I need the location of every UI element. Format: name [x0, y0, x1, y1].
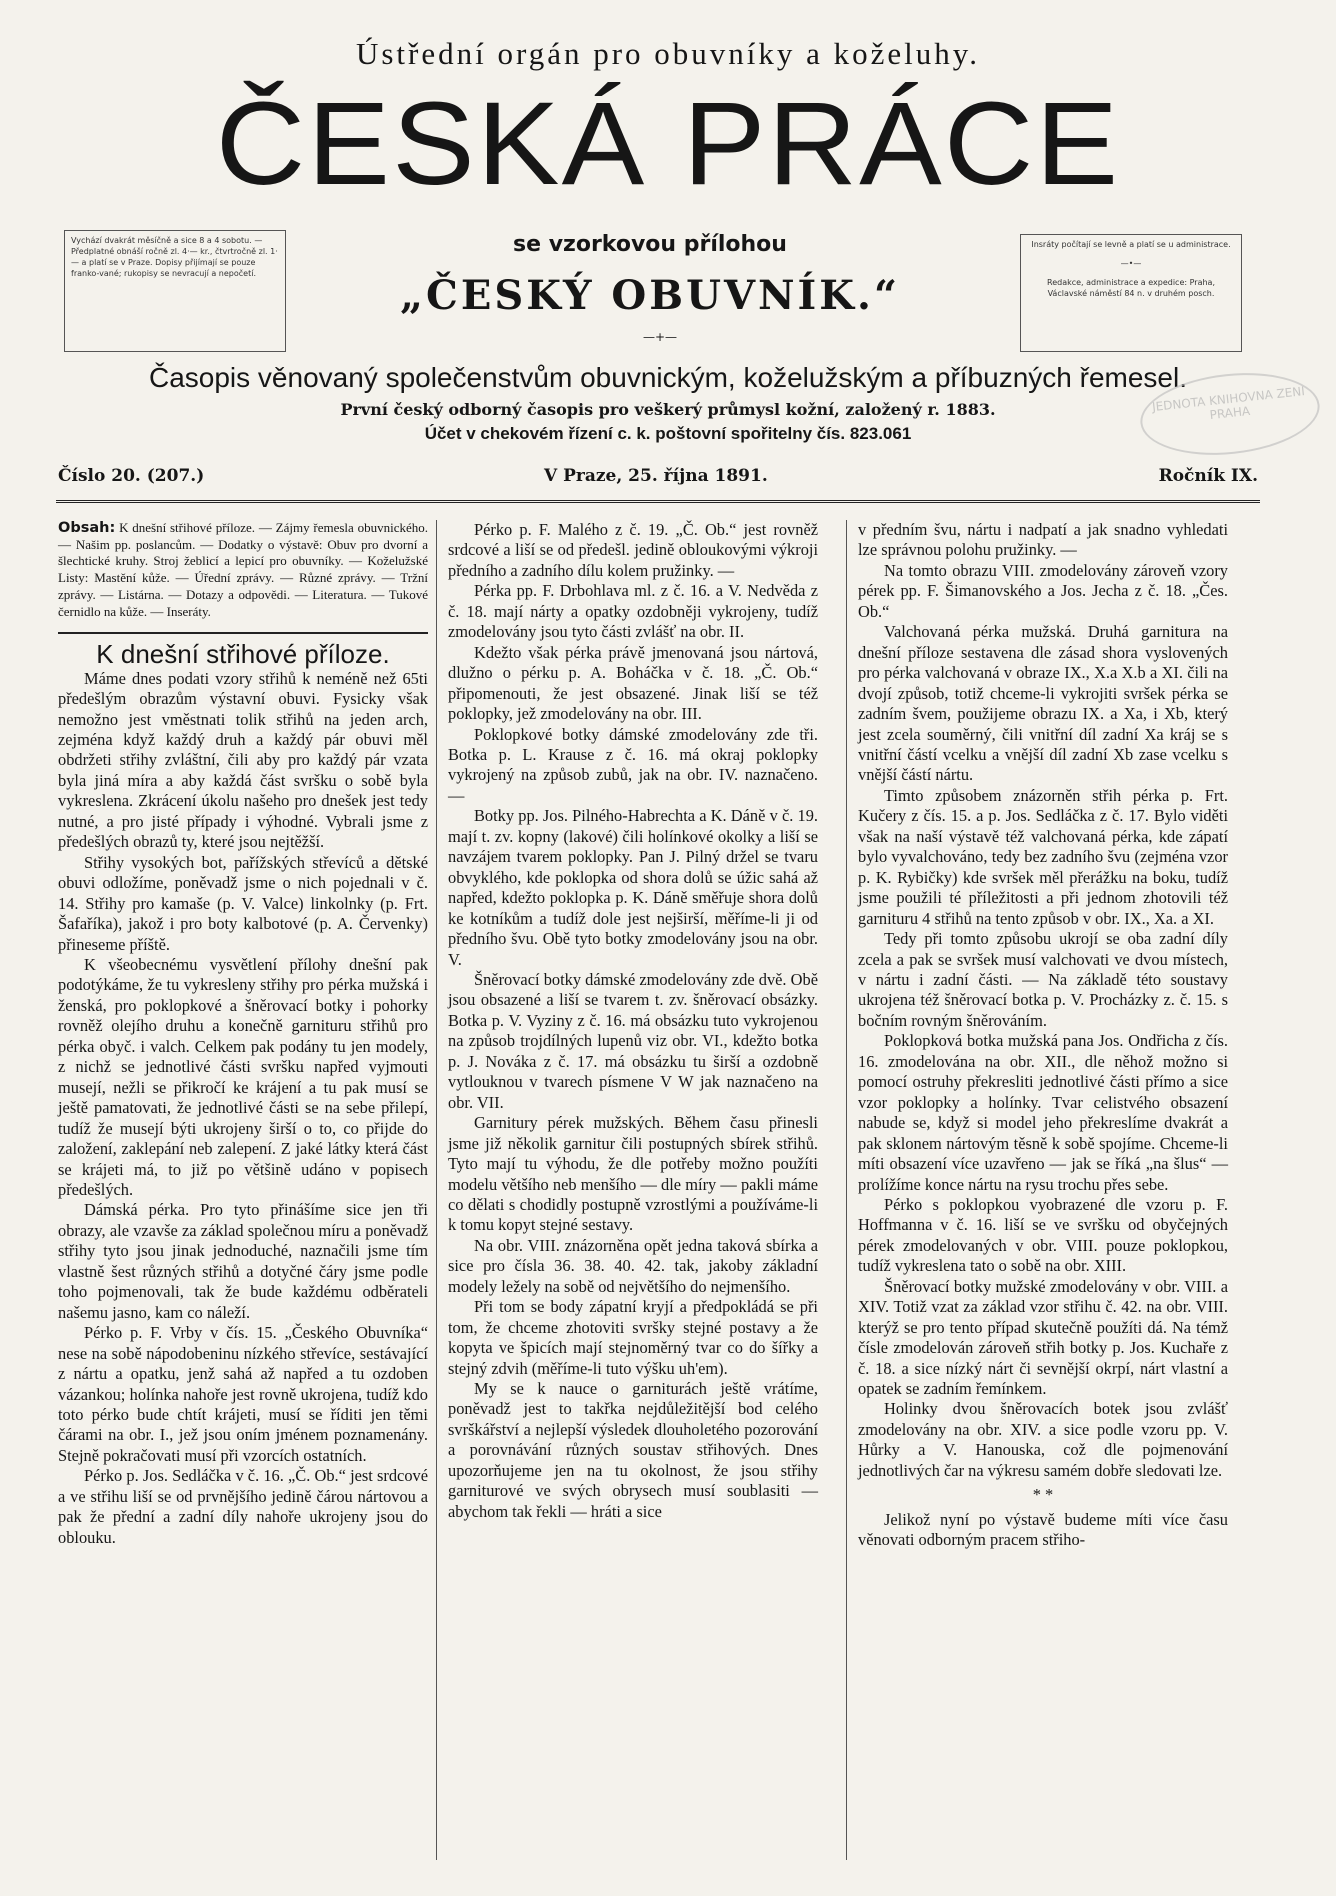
paragraph: Valchovaná pérka mužská. Druhá garnitura na dnešní příloze sestavena dle zásad shora vyslovených pro pérka valchovaná v obraze IX., X.a X.b a XI. čili na dvojí způsob, totiž chceme-li vykrojiti svršek pérka se zadním švem, použijeme obrazu IX. a Xa, i Xb, který jest zcela souměrný, čili vnitřní díl zadní Xa kráj se s vnitřní částí vcelku a vnější díl zadní Xb zase vcelku s vnější částí nártu. [858, 622, 1228, 785]
column-1 [58, 520, 428, 1548]
paragraph: Poklopková botka mužská pana Jos. Ondřicha z čís. 16. zmodelována na obr. XII., dle něhož možno si pomocí ostruhy překresliti jednotlivé části přímo a sice vzor poklopky a holínky. Tvar celistvého obsazení nabude se, když si model jeho překreslíme dvakrát a pak sklonem nártovým těsně k sobě spojíme. Chceme-li míti obsazení více uzavřeno — jak se říká „na šlus“ — prolížíme konce nártu na rysu trochu přes sebe. [858, 1031, 1228, 1194]
supplement-line: se vzorkovou přílohou [513, 232, 787, 257]
paragraph: Pérko p. F. Malého z č. 19. „Č. Ob.“ jest rovněž srdcové a liší se od předešl. jedině obloukovými výkroji předního a zadního dílu kolem pružinky. — [448, 520, 818, 580]
paragraph: Dámská pérka. Pro tyto přinášíme sice jen tři obrazy, ale vzavše za základ společnou míru a poněvadž střihy tyto jsou jinak jednoduché, naznačili jsme tím vlastně šest různých střihů a dotyčné čáry jsme podle toho pojmenovali, tak že bude každému odběrateli našemu jasno, kam co náleží. [58, 1200, 428, 1322]
library-stamp: JEDNOTA KNIHOVNA ZENI PRAHA [1136, 365, 1323, 463]
paragraph: K všeobecnému vysvětlení přílohy dnešní pak podotýkáme, že tu vykresleny střihy pro pérka mužská i ženská, pro poklopkové a šněrovací botky i pohorky rovněž olejího druhu a konečně garnituru střihů pro pérka obyč. i valch. Celkem pak podány tu jen modely, z nichž se jednotlivé části svršku napřed vyjmouti musejí, nežli se přikročí ke krájení a tu pak musí se ještě pamatovati, že jednotlivé části se na sebe přilepí, tudíž že musejí býti ukrojeny širší o to, co přijde do založení, zaklepání neb zalepení. Z jaké látky která část se krájeti má, to již po většině udáno v popisech předešlých. [58, 955, 428, 1199]
ornament: —+— [642, 330, 678, 344]
issue-volume: Ročník IX. [1158, 466, 1258, 486]
paragraph: Jelikož nyní po výstavě budeme míti více času věnovati odborným pracem střiho- [858, 1509, 1228, 1550]
section-rule [58, 632, 428, 634]
issue-number: Číslo 20. (207.) [58, 466, 205, 486]
paragraph: Šněrovací botky dámské zmodelovány zde dvě. Obě jsou obsazené a liší se tvarem t. zv. šněrovací obsázky. Botka p. V. Vyziny z č. 16. má obsázku tuto vykrojenou na způsob trojdílných lupenů viz obr. VI., kdežto botka p. J. Nováka z č. 17. má obsázku tu širší a ozdobně vytlouknou v tvarech písmene V W jak naznačeno na obr. VII. [448, 969, 818, 1112]
administration-info-box: Insráty počítají se levně a platí se u administrace. —•— Redakce, administrace a expedice: Praha, Václavské náměstí 84 n. v druhém posch. [1020, 234, 1242, 352]
header-rule [56, 500, 1260, 503]
paragraph: Pérko s poklopkou vyobrazené dle vzoru p. F. Hoffmanna v č. 16. liší se ve svršku od obyčejných pérek zmodelovaných v obr. VIII. pouze poklopkou, tudíž vykreslena tato o sobě na obr. XIII. [858, 1194, 1228, 1276]
paragraph: Holinky dvou šněrovacích botek jsou zvlášť zmodelovány na obr. XIV. a sice podle vzoru pp. V. Hůrky a V. Hanouska, což dle pojmenování jednotlivých čar na výkresu samém dobře sledovati lze. [858, 1399, 1228, 1480]
paragraph: Střihy vysokých bot, pařížských střevíců a dětské obuvi odložíme, poněvadž jsme o nich pojednali v č. 14. Střihy pro kamaše (p. V. Valce) linkolnky (p. Frt. Šafaříka), jakož i pro boty kalbotové (p. A. Červenky) přineseme příště. [58, 852, 428, 954]
column-divider [846, 520, 847, 1860]
advertising-note: Insráty počítají se levně a platí se u administrace. [1031, 240, 1231, 249]
subtitle-founded: První český odborný časopis pro veškerý průmysl kožní, založený r. 1883. [340, 400, 996, 419]
subscription-info-box: Vychází dvakrát měsíčně a sice 8 a 4 sobotu. — Předplatné obnáší ročně zl. 4·— kr., čtvrtročně zl. 1·— a platí se v Praze. Dopisy přijímají se pouze franko-vané; rukopisy se nevracují a nepočetí. [64, 230, 286, 352]
masthead-title: ČESKÁ PRÁCE [215, 78, 1121, 210]
separator-stars: * * [1032, 1485, 1054, 1505]
paragraph: My se k nauce o garniturách ještě vrátíme, poněvadž jest to takřka nejdůležitější bod celého svrškářství a nejlepší výsledek dlouholetého pozorování a porovnávání různých soustav střihových. Dnes upozorňujeme jen na tu okolnost, že jsou střihy garniturové ve svých obrysech musí soublasiti — abychom tak řekli — hráti a sice [448, 1379, 818, 1521]
paragraph: Botky pp. Jos. Pilného-Habrechta a K. Dáně v č. 19. mají t. zv. kopny (lakové) čili holínkové okolky a liší se navzájem tvarem poklopky. Pan J. Pilný držel se tvaru obvyklého, kde poklopka od shora dolů se úžic sahá až napřed, kdežto poklopka p. K. Dáně směřuje shora dolů ke kotníkům a tudíž dole jest nejširší, měříme-li ji od předního švu. Obě tyto botky zmodelovány jsou na obr. V. [448, 806, 818, 969]
paragraph: Šněrovací botky mužské zmodelovány v obr. VIII. a XIV. Totiž vzat za základ vzor střihu č. 42. na obr. VIII. kterýž se pro tento případ skutečně použíti dá. Na témž čísle zmodelován zároveň střih botky p. Jos. Kuchaře z č. 18. a sice nízký nárt či sevnější okrpí, nárt vlastní a opatek se zadním řemínkem. [858, 1276, 1228, 1399]
paragraph: Na tomto obrazu VIII. zmodelovány zároveň vzory pérek pp. F. Šimanovského a Jos. Jecha z č. 18. „Čes. Ob.“ [858, 560, 1228, 621]
column-3 [858, 520, 1228, 1551]
paragraph: Pérka pp. F. Drbohlava ml. z č. 16. a V. Nedvěda z č. 18. mají nárty a opatky ozdobněji vykrojeny, tudíž zmodelovány jsou tyto části zvlášť na obr. II. [448, 581, 818, 642]
paragraph: Poklopkové botky dámské zmodelovány zde tři. Botka p. L. Krause z č. 16. má okraj poklopky vykrojený na způsob zubů, jak na obr. IV. naznačeno. — [448, 724, 818, 805]
paragraph: Tedy při tomto způsobu ukrojí se oba zadní díly zcela a pak se svršek musí valchovati ve dvou místech, v nártu i zadní části. — Na základě této soustavy ukrojena též šněrovací botka p. V. Procházky z. č. 15. s bočním rovným šněrováním. [858, 929, 1228, 1030]
contents [58, 520, 428, 620]
contents-text: K dnešní střihové příloze. — Zájmy řemesla obuvnického. — Našim pp. poslancům. — Dodatky o výstavě: Obuv pro dvorní a šlechtické kruhy. Stroj žeblicí a lepicí pro obuvníky. — Koželužské Listy: Mastění kůže. — Úřední zprávy. — Různé zprávy. — Tržní zprávy. — Listárna. — Dotazy a odpovědi. — Literatura. — Tukové černidlo na kůže. — Inseráty. [58, 520, 429, 619]
column-2 [448, 520, 818, 1522]
paragraph: Při tom se body zápatní kryjí a předpokládá se při tom, že chceme zhotoviti svršky stejné postavy a že kopyta ve špicích mají stejnoměrný tvar co do šířky a stejný zdvih (měříme-li tuto výšku uh'em). [448, 1297, 818, 1378]
paragraph: Pérko p. F. Vrby v čís. 15. „Českého Obuvníka“ nese na sobě nápodobeninu nízkého střevíce, sestávající z nártu a opatku, jenž sahá až napřed a tu ozdoben vázankou; holínka nahoře jest rovně ukrojena, tudíž kdo toto pérko bude chtít krájeti, musí se říditi jen těmi čárami na obr. I., jež jsou oním jménem poznamenány. Stejně pokračovati musí při vzorcích ostatních. [58, 1323, 428, 1465]
paragraph: Garnitury pérek mužských. Během času přinesli jsme již několik garnitur čili postupných sbírek střihů. Tyto mají tu výhodu, že dle potřeby možno použíti modelu většího neb menšího — dle míry — pakli máme co dělati s chodidly postupně vzrostlými a používáme-li k tomu kopyt stejné sestavy. [448, 1113, 818, 1235]
tagline: Ústřední orgán pro obuvníky a koželuhy. [355, 36, 981, 71]
paragraph: v předním švu, nártu i nadpatí a jak snadno vyhledati lze správnou polohu pružinky. — [858, 520, 1228, 560]
paragraph: Na obr. VIII. znázorněna opět jedna taková sbírka a sice pro čísla 36. 38. 40. 42. tak, jakoby základní modely ležely na sobě od největšího do nejmenšího. [448, 1235, 818, 1296]
paragraph: Máme dnes podati vzory střihů k neméně než 65ti předešlým obrazům výstavní obuvi. Fysicky však nemožno jest vměstnati tolik střihů na jeden arch, zejména když každý druh a každý pár obuvi měl obdržeti střihy zvláštní, čili aby pro každý pár vzata byla jiná míra a aby každá část svršku o sobě byla vykreslena. Zkrácení úkolu našeho pro dnešek jest tedy nutné, a pro jisté případy i výhodné. Vybrali jsme z předešlých obrazů ty, které jsou nejtěžší. [58, 668, 428, 852]
paragraph: Pérko p. Jos. Sedláčka v č. 16. „Č. Ob.“ jest srdcové a ve střihu liší se od prvnějšího jedině čárou nártovou a pak že přední a zadní díly nahoře ukrojeny jsou do oblouku. [58, 1466, 428, 1547]
issue-line [58, 466, 1258, 492]
supplement-title: „ČESKÝ OBUVNÍK.“ [400, 272, 900, 319]
editorial-address: Redakce, administrace a expedice: Praha, Václavské náměstí 84 n. v druhém posch. [1047, 278, 1215, 298]
column-divider [436, 520, 437, 1860]
paragraph: Kdežto však pérka právě jmenovaná jsou nártová, dlužno o pérku p. A. Boháčka v č. 18. „Č. Ob.“ připomenouti, že jest obsazené. Jinak liší se též poklopky, jež zmodelovány na obr. III. [448, 642, 818, 724]
subtitle-account: Účet v chekovém řízení c. k. poštovní spořitelny čís. 823.061 [424, 424, 912, 443]
paragraph: Timto způsobem znázorněn střih pérka p. Frt. Kučery z čís. 15. a p. Jos. Sedláčka z č. 17. Bylo viděti však na naší výstavě též valchovaná pérka, kde zápatí bylo vyvalchováno, tedy bez zadního švu (zejména vzor p. K. Rybičky) kde svršek měl přerážku na boku, tudíž jsme použili té příležitosti a při jednom zhotovili též garnituru 4 střihů na tento způsob v obr. IX., Xa. a XI. [858, 785, 1228, 928]
subtitle-description: Časopis věnovaný společenstvům obuvnickým, koželužským a příbuzných řemesel. [148, 362, 1187, 393]
issue-date: V Praze, 25. října 1891. [544, 466, 768, 486]
contents-label: Obsah: [58, 520, 116, 536]
article-title: K dnešní střihové příloze. [96, 639, 390, 670]
